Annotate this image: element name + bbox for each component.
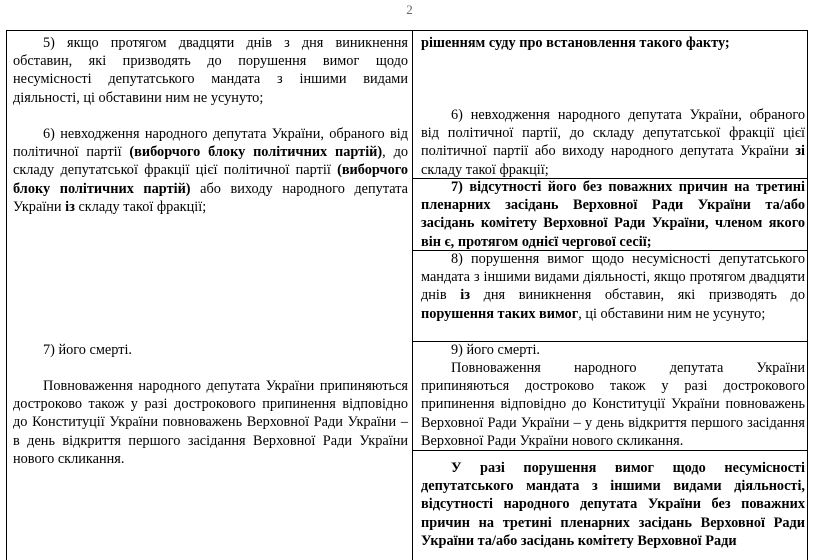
right-item-8: 8) порушення вимог щодо несумісності депутатського мандата з іншими видами діяльності, якщо протягом двадцяти днів із дня виникнення обставин, які призводять до порушення таких вимог, ці обставини ним не усунуто; — [421, 251, 805, 322]
left-item-5: 5) якщо протягом двадцяти днів з дня виникнення обставин, які призводять до порушення вимог щодо несумісності депутатського мандата з іншими видами діяльності, ці обставини ним не усунуто; — [13, 35, 408, 106]
right-item-7: 7) відсутності його без поважних причин на третині пленарних засідань Верховної Ради України та/або засідань комітету Верховної Ради України, членом якого він є, протягом однієї чергової сесії; — [421, 179, 805, 250]
comparison-table — [6, 30, 808, 560]
right-item-6: 6) невходження народного депутата України, обраного від політичної партії, до складу депутатської фракції цієї політичної партії або виходу народного депутата України зі складу такої фракції; — [421, 107, 805, 178]
row-rule — [413, 450, 807, 451]
left-item-6: 6) невходження народного депутата України, обраного від політичної партії (виборчого блоку політичних партій), до складу депутатської фракції цієї політичної партії (виборчого блоку політичних партій) або виходу народного депутата України із складу такої фракції; — [13, 126, 408, 215]
column-divider — [412, 31, 413, 560]
left-final-paragraph: Повноваження народного депутата України припиняються достроково також у разі дострокового припинення відповідно до Конституції України повноважень Верховної Ради України – в день відкриття першого засідання Верховної Ради України нового скликання. — [13, 378, 408, 467]
right-bold-paragraph: У разі порушення вимог щодо несумісності депутатського мандата з іншими видами діяльності, відсутності народного депутата України без поважних причин на третині пленарних засідань Верховної Ради України та/або засідань комітету Верховної Ради — [421, 460, 805, 549]
page-number: 2 — [406, 2, 413, 17]
right-top-fragment: рішенням суду про встановлення такого факту; — [421, 35, 730, 51]
right-final-paragraph: Повноваження народного депутата України припиняються достроково також у разі дострокового припинення відповідно до Конституції України повноважень Верховної Ради України – у день відкриття першого засідання Верховної Ради України нового скликання. — [421, 360, 805, 449]
right-item-9: 9) його смерті. — [451, 342, 541, 358]
left-item-7: 7) його смерті. — [43, 342, 133, 358]
